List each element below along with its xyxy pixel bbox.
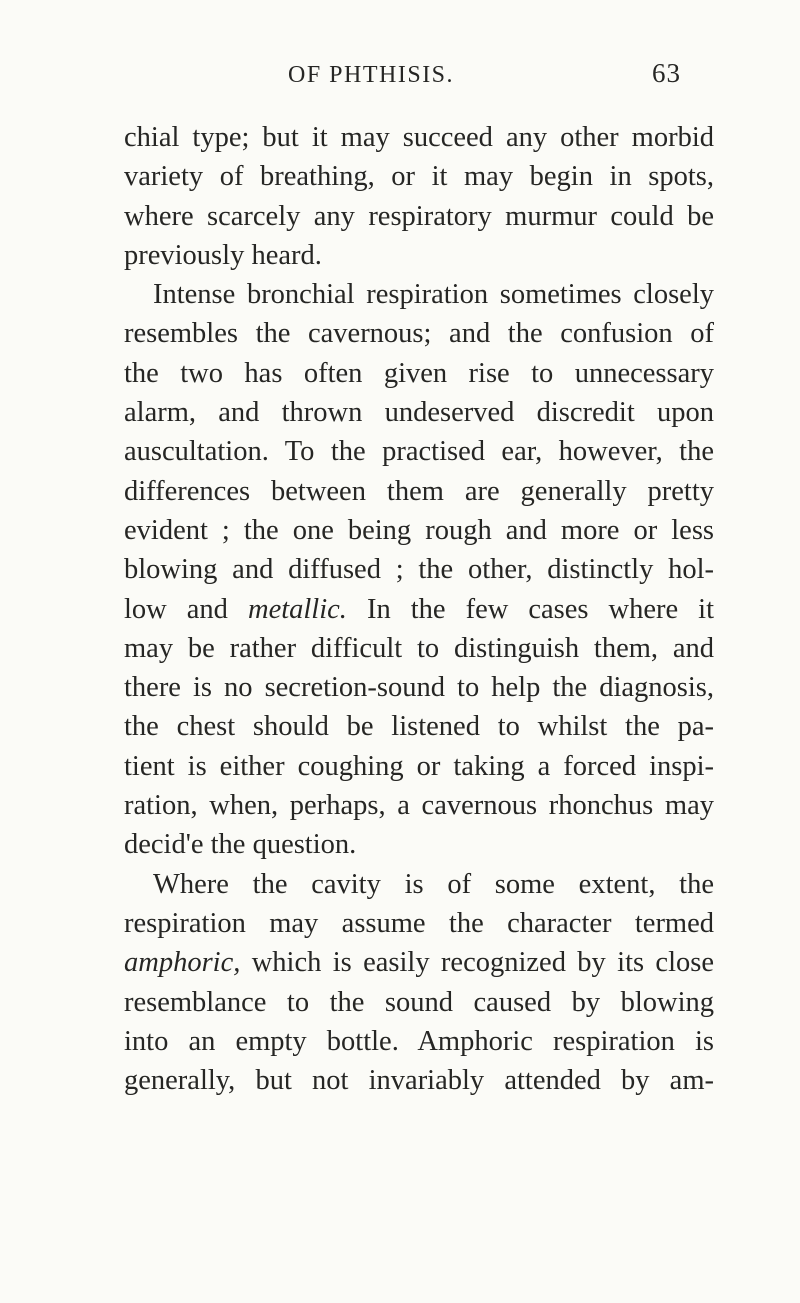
- text-line: [124, 668, 714, 707]
- italic-term: metallic.: [247, 593, 347, 625]
- text-line: [124, 236, 714, 275]
- text-line: [124, 157, 714, 196]
- text-line: [124, 1022, 714, 1061]
- text-run: auscultation. To the practised ear, however, the: [124, 436, 714, 468]
- text-run: resemblance to the sound caused by blowing: [124, 986, 714, 1018]
- text-run: low and: [124, 593, 248, 625]
- text-line: [124, 629, 714, 668]
- text-run: evident ; the one being rough and more or less: [124, 514, 714, 546]
- text-run: chial type; but it may succeed any other morbid: [124, 122, 714, 153]
- text-line: [124, 943, 714, 982]
- text-run: may be rather difficult to distinguish them, and: [124, 632, 714, 664]
- text-line: [124, 393, 714, 432]
- italic-term: amphoric,: [124, 947, 241, 979]
- text-run: which is easily recognized by its close: [240, 947, 714, 979]
- text-line: [124, 786, 714, 825]
- page-number: 63: [652, 58, 681, 88]
- text-line: [124, 1061, 714, 1100]
- text-run: alarm, and thrown undeserved discredit upon: [124, 397, 714, 429]
- text-line: [124, 314, 714, 353]
- text-run: into an empty bottle. Amphoric respiration is: [124, 1025, 714, 1057]
- text-line: [124, 118, 714, 157]
- text-line: [124, 275, 714, 314]
- text-line: [124, 983, 714, 1022]
- body-text: [124, 118, 714, 1100]
- text-line: [124, 472, 714, 511]
- text-line: [124, 197, 714, 236]
- text-run: In the few cases where it: [346, 593, 715, 625]
- text-line: [124, 747, 714, 786]
- text-run: there is no secretion-sound to help the diagnosis,: [124, 672, 714, 704]
- running-head: [0, 58, 800, 96]
- text-run: generally, but not invariably attended by am-: [124, 1065, 714, 1097]
- text-run: the chest should be listened to whilst the pa-: [124, 711, 714, 743]
- text-run: Where the cavity is of some extent, the: [153, 868, 714, 900]
- text-run: blowing and diffused ; the other, distinctly hol-: [124, 554, 714, 586]
- text-run: variety of breathing, or it may begin in spots,: [124, 161, 714, 193]
- text-line: [124, 825, 714, 864]
- text-run: respiration may assume the character termed: [124, 907, 714, 939]
- text-run: resembles the cavernous; and the confusion of: [124, 318, 714, 350]
- text-run: differences between them are generally pretty: [124, 475, 714, 507]
- text-run: where scarcely any respiratory murmur could be: [124, 200, 714, 232]
- text-line: [124, 550, 714, 589]
- running-title: OF PHTHISIS.: [288, 62, 455, 88]
- text-run: decid'e the question.: [124, 829, 357, 861]
- text-line: [124, 354, 714, 393]
- text-run: Intense bronchial respiration sometimes closely: [153, 279, 714, 311]
- text-line: [124, 865, 714, 904]
- text-run: previously heard.: [124, 239, 322, 271]
- text-line: [124, 590, 714, 629]
- text-run: ration, when, perhaps, a cavernous rhonchus may: [124, 790, 714, 822]
- text-line: [124, 432, 714, 471]
- text-line: [124, 707, 714, 746]
- text-run: the two has often given rise to unnecessary: [124, 357, 714, 389]
- text-line: [124, 511, 714, 550]
- text-line: [124, 904, 714, 943]
- text-run: tient is either coughing or taking a forced inspi-: [124, 750, 714, 782]
